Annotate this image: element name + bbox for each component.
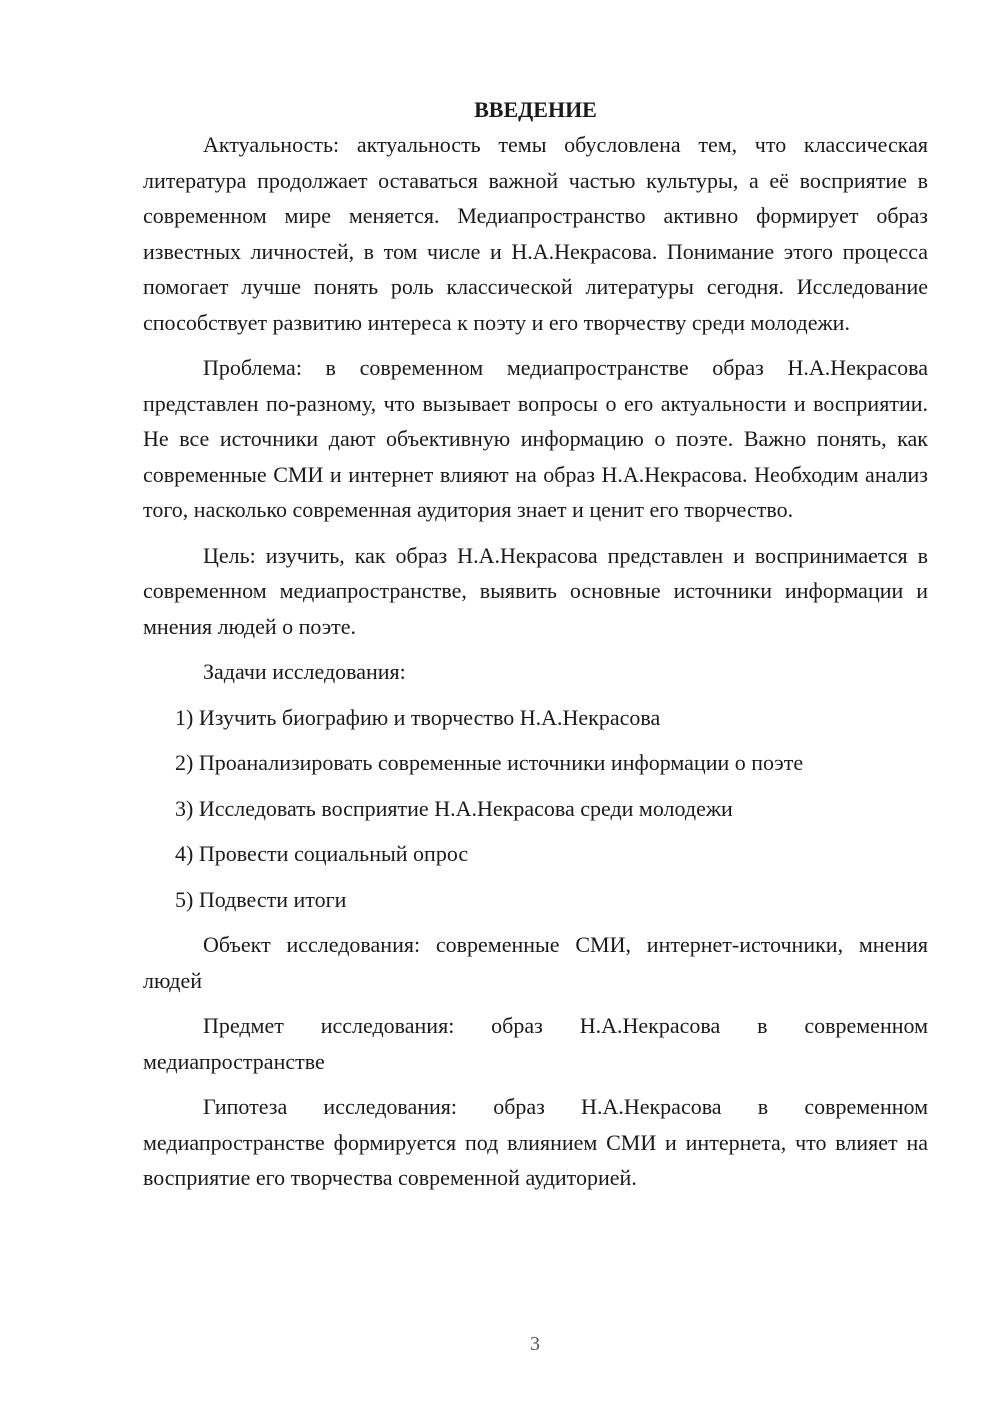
task-item: 4) Провести социальный опрос <box>175 841 469 866</box>
goal-paragraph: Цель: изучить, как образ Н.А.Некрасова представлен и воспринимается в современном медиапространстве, выявить основные источники информации и мнения людей о поэте. <box>143 542 928 639</box>
subject-paragraph: Предмет исследования: образ Н.А.Некрасова в современном медиапространстве <box>143 1013 928 1074</box>
tasks-heading: Задачи исследования: <box>203 659 406 684</box>
document-page <box>143 92 928 1196</box>
task-item: 1) Изучить биографию и творчество Н.А.Некрасова <box>175 704 661 730</box>
hypothesis-paragraph: Гипотеза исследования: образ Н.А.Некрасова в современном медиапространстве формируется под влиянием СМИ и интернета, что влияет на восприятие его творчества современной аудиторией. <box>143 1094 928 1190</box>
relevance-paragraph: Актуальность: актуальность темы обусловлена тем, что классическая литература продолжает оставаться важной частью культуры, а её восприятие в современном мире меняется. Медиапространство активно формирует образ известных личностей, в том числе и Н.А.Некрасова. Понимание этого процесса помогает лучше понять роль классической литературы сегодня. Исследование способствует развитию интереса к поэту и его творчеству среди молодежи. <box>143 132 928 335</box>
task-item: 2) Проанализировать современные источники информации о поэте <box>175 750 804 775</box>
problem-paragraph: Проблема: в современном медиапространстве образ Н.А.Некрасова представлен по-разному, что вызывает вопросы о его актуальности и восприятии. Не все источники дают объективную информацию о поэте. Важно понять, как современные СМИ и интернет влияют на образ Н.А.Некрасова. Необходим анализ того, насколько современная аудитория знает и ценит его творчество. <box>143 355 928 522</box>
page-title: ВВЕДЕНИЕ <box>474 97 597 122</box>
object-paragraph: Объект исследования: современные СМИ, интернет-источники, мнения людей <box>143 932 928 993</box>
task-item: 5) Подвести итоги <box>175 886 347 912</box>
task-item: 3) Исследовать восприятие Н.А.Некрасова среди молодежи <box>175 795 733 821</box>
page-number: 3 <box>530 1333 540 1355</box>
